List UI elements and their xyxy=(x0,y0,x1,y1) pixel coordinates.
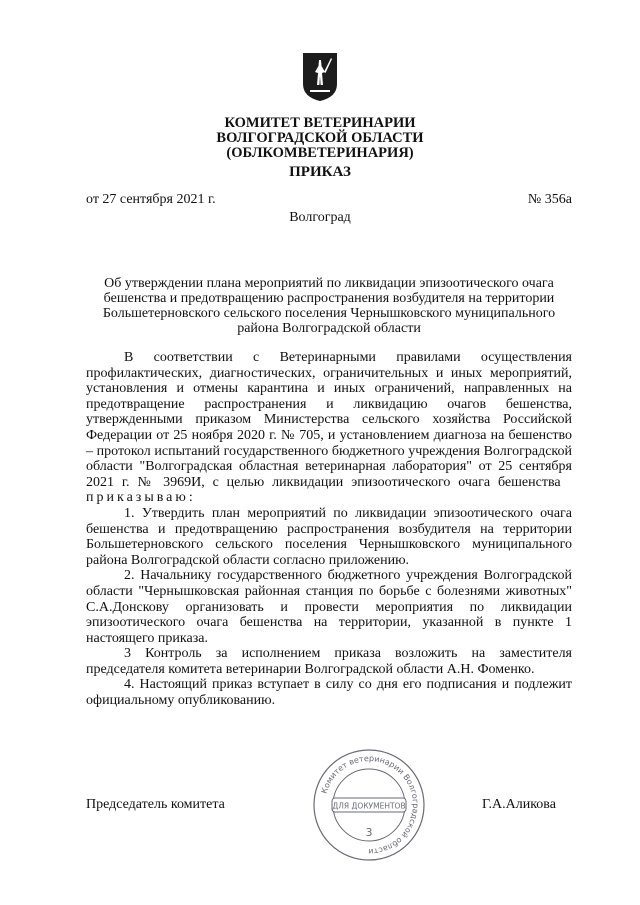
preamble-paragraph xyxy=(86,350,572,506)
signer-title: Председатель комитета xyxy=(86,797,225,812)
org-line-2: ВОЛГОГРАДСКОЙ ОБЛАСТИ xyxy=(216,130,424,146)
preamble-text: В соответствии с Ветеринарными правилами осуществления профилактических, диагностических, ограничительных и иных мероприятий, установления и отмены карантина и иных ограничений, направленных на предотвращение распространения и ликвидацию очагов бешенства, утвержденными приказом Министерства сельского хозяйства Российской Федерации от 25 ноября 2020 г. № 705, и установлением диагноза на бешенство – протокол испытаний государственного бюджетного учреждения Волгоградской области "Волгоградская областная ветеринарная лаборатория" от 25 сентября 2021 г. № 3969И, с целью ликвидации эпизоотического очага бешенства xyxy=(86,350,572,490)
order-city: Волгоград xyxy=(289,210,351,225)
org-line-3: (ОБЛКОМВЕТЕРИНАРИЯ) xyxy=(226,145,414,161)
stamp-number: 3 xyxy=(365,826,373,839)
organization-name xyxy=(0,116,640,161)
signer-name: Г.А.Аликова xyxy=(482,797,556,812)
order-word: приказываю: xyxy=(86,490,196,506)
item-1-paragraph: 1. Утвердить план мероприятий по ликвидации эпизоотического очага бешенства и предотвращению распространения возбудителя на территории Большетерновского сельского поселения Чернышковского муниципального района Волгоградской области согласно приложению. xyxy=(86,505,572,568)
stamp-ring-text: Комитет ветеринарии Волгоградской области xyxy=(319,753,421,857)
item-2-paragraph: 2. Начальнику государственного бюджетного учреждения Волгоградской области "Чернышковская районная станция по борьбе с болезнями животных" С.А.Донскову организовать и провести мероприятия по ликвидации эпизоотического очага бешенства на территории, указанной в пункте 1 настоящего приказа. xyxy=(86,568,572,646)
org-line-1: КОМИТЕТ ВЕТЕРИНАРИИ xyxy=(224,115,416,131)
order-number: № 356а xyxy=(527,192,572,207)
order-body xyxy=(86,350,572,709)
order-subject: Об утверждении плана мероприятий по ликвидации эпизоотического очага бешенства и предотвращению распространения возбудителя на территории Большетерновского сельского поселения Чернышковского муниципального района Волгоградской области xyxy=(102,276,556,336)
order-title: ПРИКАЗ xyxy=(289,164,351,180)
volgograd-emblem-icon xyxy=(302,52,338,102)
stamp-inner-text: ДЛЯ ДОКУМЕНТОВ xyxy=(332,801,406,811)
item-4-paragraph: 4. Настоящий приказ вступает в силу со дня его подписания и подлежит официальному опубликованию. xyxy=(86,677,572,709)
item-3-paragraph: 3 Контроль за исполнением приказа возложить на заместителя председателя комитета ветеринарии Волгоградской области А.Н. Фоменко. xyxy=(86,646,572,677)
order-date: от 27 сентября 2021 г. xyxy=(86,192,216,207)
official-stamp-icon xyxy=(312,748,426,862)
